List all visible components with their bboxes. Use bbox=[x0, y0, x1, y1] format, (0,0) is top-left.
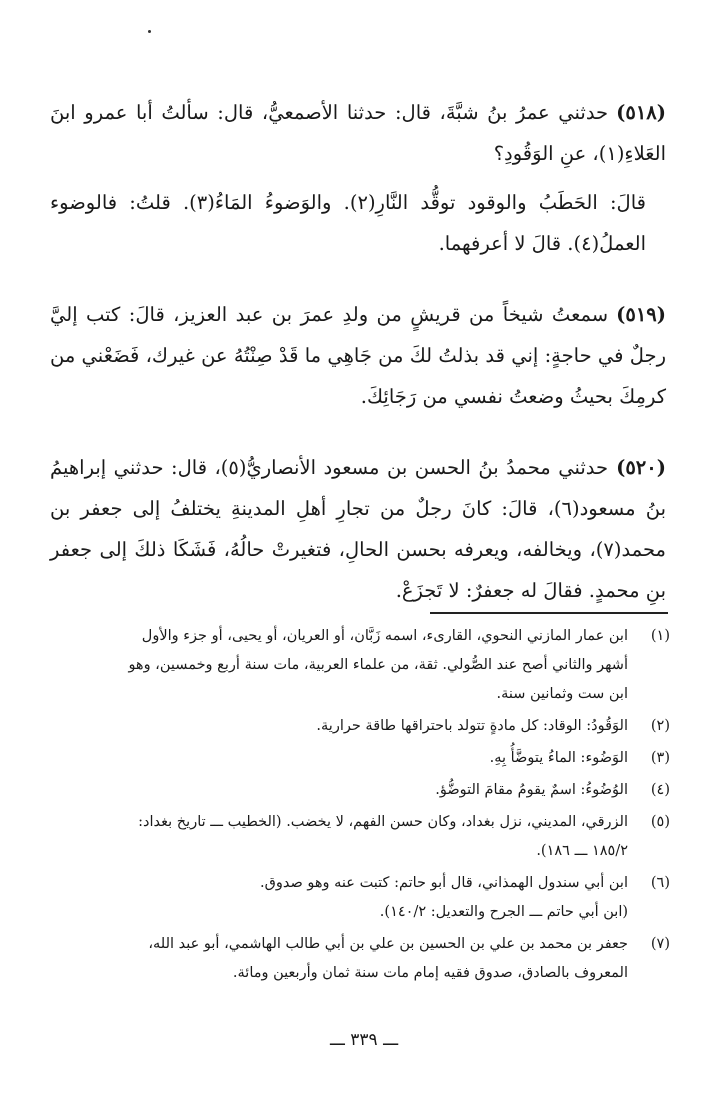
footnote bbox=[40, 869, 670, 927]
paragraph-text: سمعتُ شيخاً من قريشٍ من ولدِ عمرَ بن عبد العزيز، قالَ: كتب إليَّ رجلٌ في حاجةٍ: إني قد بذلتُ لكَ من جَاهِي ما قَدْ صِنْتُهُ عن غيرك، فَضَعْني من كرمِكَ بحيثُ وضعتُ نفسي من رَجَائِكَ. bbox=[50, 303, 666, 408]
paragraph bbox=[50, 447, 666, 611]
paragraph bbox=[50, 294, 666, 417]
entry-number: (٥١٨) bbox=[616, 101, 666, 124]
paragraph-text: حدثني عمرُ بنُ شبَّةَ، قال: حدثنا الأصمعيُّ، قال: سألتُ أبا عمرو ابنَ العَلاءِ(١)، عنِ الوَقُودِ؟ bbox=[50, 101, 666, 165]
page-number: ـــ ٣٣٩ ـــ bbox=[329, 1030, 399, 1050]
entry-519 bbox=[50, 294, 666, 417]
entry-number: (٥٢٠) bbox=[616, 456, 666, 479]
footnote-number: (٧) bbox=[650, 936, 670, 952]
footnote-line: أشهر والثاني أصح عند الصُّولي. ثقة، من علماء العربية، مات سنة أربع وخمسين، وهو bbox=[128, 657, 628, 673]
footnote-text bbox=[40, 869, 628, 927]
footnote bbox=[40, 622, 670, 709]
footnotes bbox=[40, 622, 670, 991]
footnote-number: (٢) bbox=[650, 718, 670, 734]
footnote-line: ١٨٥/٢ ـــ ١٨٦). bbox=[536, 843, 628, 859]
footnote bbox=[40, 808, 670, 866]
footnote-line: الزرقي، المديني، نزل بغداد، وكان حسن الفهم، لا يخضب. (الخطيب ـــ تاريخ بغداد: bbox=[138, 814, 628, 830]
footnote-line: الوُضُوءُ: اسمٌ يقومُ مقامَ التوضُّؤ. bbox=[435, 782, 628, 798]
footnote-text bbox=[40, 808, 628, 866]
footnote-number: (٦) bbox=[650, 875, 670, 891]
printer-dot bbox=[148, 30, 151, 33]
footnote-text bbox=[40, 744, 628, 773]
footnote-line: جعفر بن محمد بن علي بن الحسين بن علي بن أبي طالب الهاشمي، أبو عبد الله، bbox=[148, 936, 628, 952]
paragraph bbox=[50, 92, 666, 174]
footnote-line: ابن ست وثمانين سنة. bbox=[496, 686, 628, 702]
paragraph bbox=[50, 182, 666, 264]
footnote-number: (١) bbox=[650, 628, 670, 644]
main-text bbox=[50, 92, 666, 641]
footnote bbox=[40, 744, 670, 773]
footnote bbox=[40, 776, 670, 805]
footnote bbox=[40, 712, 670, 741]
footnote bbox=[40, 930, 670, 988]
footnote-line: (ابن أبي حاتم ـــ الجرح والتعديل: ١٤٠/٢). bbox=[379, 904, 628, 920]
footnote-text bbox=[40, 712, 628, 741]
entry-518 bbox=[50, 92, 666, 264]
footnote-separator bbox=[430, 612, 668, 614]
footnote-line: الوَقُودُ: الوقاد: كل مادةٍ تتولد باحتراقها طاقة حرارية. bbox=[316, 718, 628, 734]
footnote-line: المعروف بالصادق، صدوق فقيه إمام مات سنة ثمان وأربعين ومائة. bbox=[232, 965, 628, 981]
entry-520 bbox=[50, 447, 666, 611]
footnote-number: (٤) bbox=[650, 782, 670, 798]
footnote-number: (٣) bbox=[650, 750, 670, 766]
footnote-number: (٥) bbox=[650, 814, 670, 830]
paragraph-text: قالَ: الحَطَبُ والوقود توقُّد النَّارِ(٢). والوَضوءُ المَاءُ(٣). قلتُ: فالوضوء العملُ(٤). قالَ لا أعرفهما. bbox=[50, 191, 646, 255]
footnote-line: الوَضُوء: الماءُ يتوضَّأُ بِهِ. bbox=[489, 750, 628, 766]
footnote-line: ابن عمار المازني النحوي، القارىء، اسمه زَبَّان، أو العريان، أو يحيى، أو جزء والأول bbox=[141, 628, 628, 644]
footnote-line: ابن أبي سندول الهمذاني، قال أبو حاتم: كتبت عنه وهو صدوق. bbox=[260, 875, 628, 891]
footnote-text bbox=[40, 622, 628, 709]
entry-number: (٥١٩) bbox=[616, 303, 666, 326]
paragraph-text: حدثني محمدُ بنُ الحسن بن مسعود الأنصاريُّ(٥)، قال: حدثني إبراهيمُ بنُ مسعود(٦)، قالَ: كانَ رجلٌ من تجارِ أهلِ المدينةِ يختلفُ إلى جعفر بن محمد(٧)، ويخالفه، ويعرفه بحسن الحالِ، فتغيرتْ حالُهُ، فَشَكَا ذلكَ إلى جعفر بنِ محمدٍ. فقالَ له جعفرٌ: لا تَجزَعْ. bbox=[50, 456, 666, 602]
footnote-text bbox=[40, 776, 628, 805]
footnote-text bbox=[40, 930, 628, 988]
